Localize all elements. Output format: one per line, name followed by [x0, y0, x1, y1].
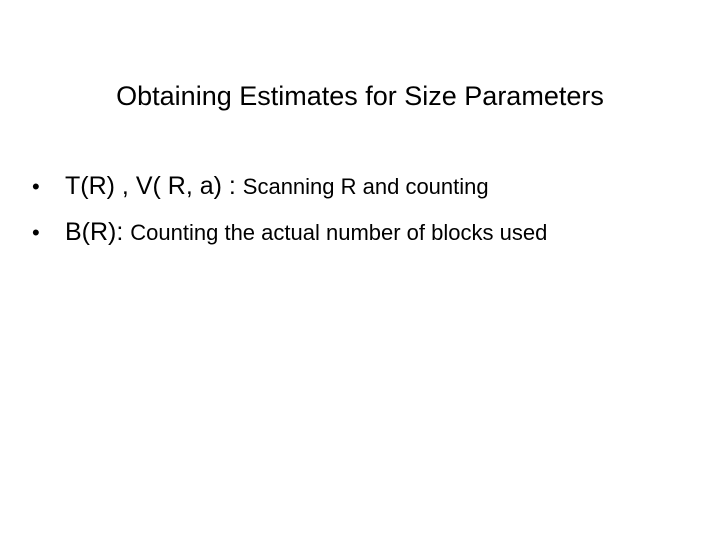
bullet-item — [32, 172, 547, 218]
slide-title: Obtaining Estimates for Size Parameters — [116, 81, 604, 111]
bullet-description: Scanning R and counting — [242, 174, 489, 199]
bullet-icon: • — [32, 220, 40, 245]
bullet-term: T(R) , V( R, a) : — [65, 172, 243, 200]
bullet-list — [32, 172, 547, 264]
bullet-item — [32, 218, 547, 264]
bullet-term: B(R): — [65, 218, 131, 246]
bullet-icon: • — [32, 174, 40, 199]
bullet-description: Counting the actual number of blocks used — [130, 220, 548, 245]
